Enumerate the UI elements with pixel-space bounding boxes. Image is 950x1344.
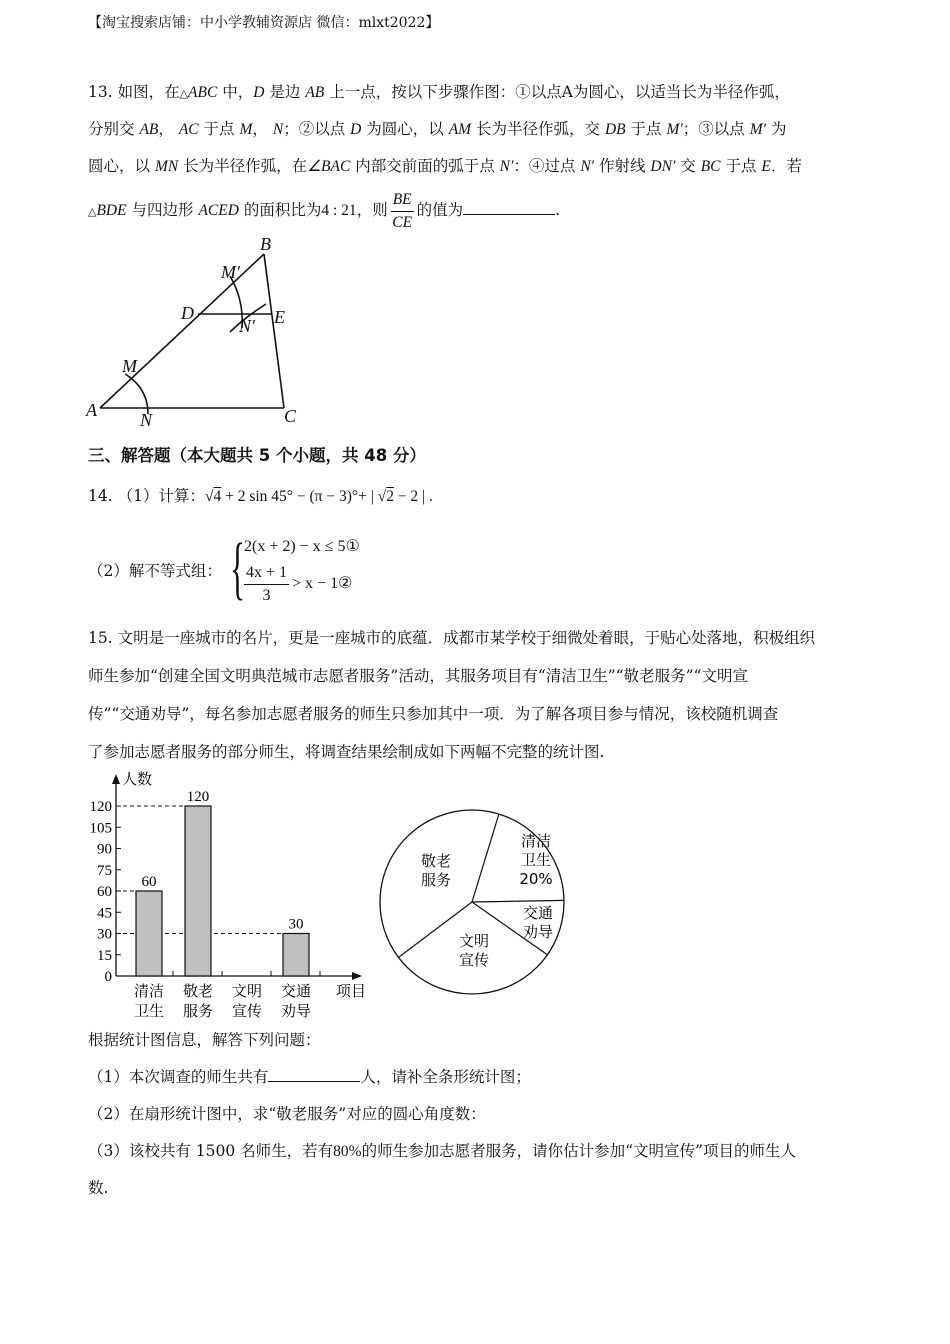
x-axis-label: 项目: [336, 982, 367, 1000]
category-label: 交通: [280, 982, 312, 1000]
label-b: B: [260, 234, 271, 254]
y-tick-label: 0: [104, 969, 112, 985]
label-a: A: [86, 400, 97, 420]
q15-line-1: 15. 文明是一座城市的名片，更是一座城市的底蕴．成都市某学校于细微处着眼，于贴心处落地，积极组织: [88, 629, 816, 647]
category-label: 劝导: [280, 1002, 312, 1020]
bar-value-label: 30: [288, 916, 304, 933]
y-tick-label: 75: [97, 862, 112, 879]
y-tick-label: 120: [89, 799, 112, 815]
y-axis-label: 人数: [122, 770, 153, 788]
triangle-figure: [80, 232, 320, 432]
y-tick-label: 105: [89, 820, 112, 837]
bar-value-label: 60: [141, 874, 157, 890]
x-axis-arrow: [352, 972, 362, 980]
q13-line-2: 分别交 AB， AC 于点 M， N；②以点 D 为圆心，以 AM 长为半径作弧，交 DB 于点 M′；③以点 M′ 为: [88, 120, 787, 138]
q15-line-3: 传”“交通劝导”，每名参加志愿者服务的师生只参加其中一项．为了解各项目参与情况，该校随机调查: [88, 705, 779, 723]
q13-line-3: 圆心，以 MN 长为半径作弧，在∠BAC 内部交前面的弧于点 N′：④过点 N′ 作射线 DN′ 交 BC 于点 E．若: [88, 157, 802, 175]
category-label: 文明: [231, 982, 263, 1000]
q15-sub-1: （1）本次调查的师生共有 人，请补全条形统计图；: [88, 1068, 531, 1086]
slice-label: 清洁: [520, 832, 552, 850]
label-n: N: [140, 410, 153, 430]
bar: [136, 891, 162, 976]
y-tick-label: 45: [97, 905, 112, 922]
q15-intro: 根据统计图信息，解答下列问题：: [88, 1031, 321, 1049]
slice-label: 卫生: [520, 851, 552, 869]
slice-label: 文明: [458, 932, 490, 950]
answer-blank-q13: [463, 214, 555, 215]
q13-line-1: 13. 如图，在△ABC 中，D 是边 AB 上一点，按以下步骤作图：①以点A为圆心，以适当长为半径作弧，: [88, 83, 790, 101]
slice-label: 服务: [420, 871, 452, 889]
y-axis-arrow: [112, 774, 120, 784]
q13-line-4: △BDE 与四边形 ACED 的面积比为4 : 21，则 $\frac{BE}{CE}$ 的值为 .: [88, 186, 560, 234]
category-label: 清洁: [133, 982, 165, 1000]
page-header: 【淘宝搜索店铺：中小学教辅资源店 微信：mlxt2022】: [88, 15, 440, 31]
label-m: M: [122, 356, 137, 376]
inequality-1: 2(x + 2) − x ≤ 5①: [244, 538, 360, 555]
q15-sub-3-cont: 数.: [88, 1179, 109, 1197]
slice-label: 交通: [522, 904, 554, 922]
q14-part-2-label: （2）解不等式组：: [88, 562, 222, 580]
q15-line-4: 了参加志愿者服务的部分师生，将调查结果绘制成如下两幅不完整的统计图.: [88, 743, 605, 761]
bar-value-label: 120: [186, 789, 210, 805]
fraction-be-ce: $\frac{BE}{CE}$: [392, 190, 413, 231]
bar: [185, 806, 211, 976]
q15-sub-3: （3）该校共有 1500 名师生，若有80%的师生参加志愿者服务，请你估计参加“文明宣传”项目的师生人: [88, 1142, 796, 1160]
slice-label: 劝导: [522, 923, 554, 941]
category-label: 服务: [182, 1002, 214, 1020]
category-label: 敬老: [182, 982, 214, 1000]
label-nprime: N′: [239, 316, 255, 336]
slice-boundary: [472, 814, 499, 902]
brace: {: [230, 530, 246, 607]
answer-blank-q15: [268, 1081, 360, 1082]
label-e: E: [274, 307, 285, 327]
y-tick-label: 60: [97, 884, 112, 900]
q15-sub-2: （2）在扇形统计图中，求“敬老服务”对应的圆心角度数：: [88, 1105, 486, 1123]
label-c: C: [284, 406, 297, 426]
section-title: 三、解答题（本大题共 5 个小题，共 48 分）: [88, 446, 426, 465]
label-d: D: [181, 303, 194, 323]
category-label: 卫生: [133, 1002, 165, 1020]
y-tick-label: 90: [97, 841, 112, 858]
pie-chart: [370, 800, 570, 1000]
slice-label: 20%: [519, 870, 553, 888]
inequality-2: $\frac{4x + 1}{3}$ > x − 1②: [246, 564, 353, 604]
bar: [283, 934, 309, 977]
slice-label: 宣传: [458, 951, 490, 969]
y-tick-label: 30: [97, 926, 112, 943]
bar-chart: [82, 764, 382, 1026]
y-tick-label: 15: [97, 947, 112, 964]
slice-boundary: [472, 900, 564, 902]
category-label: 宣传: [231, 1002, 263, 1020]
slice-label: 敬老: [420, 852, 452, 870]
side-bc: [264, 254, 284, 408]
label-mprime: M′: [221, 262, 240, 282]
q14-part-1: 14. （1）计算：√4 + 2 sin 45° − (π − 3)°+ | √2 − 2 | .: [88, 487, 433, 505]
q15-line-2: 师生参加“创建全国文明典范城市志愿者服务”活动，其服务项目有“清洁卫生”“敬老服务”“文明宣: [88, 667, 748, 685]
